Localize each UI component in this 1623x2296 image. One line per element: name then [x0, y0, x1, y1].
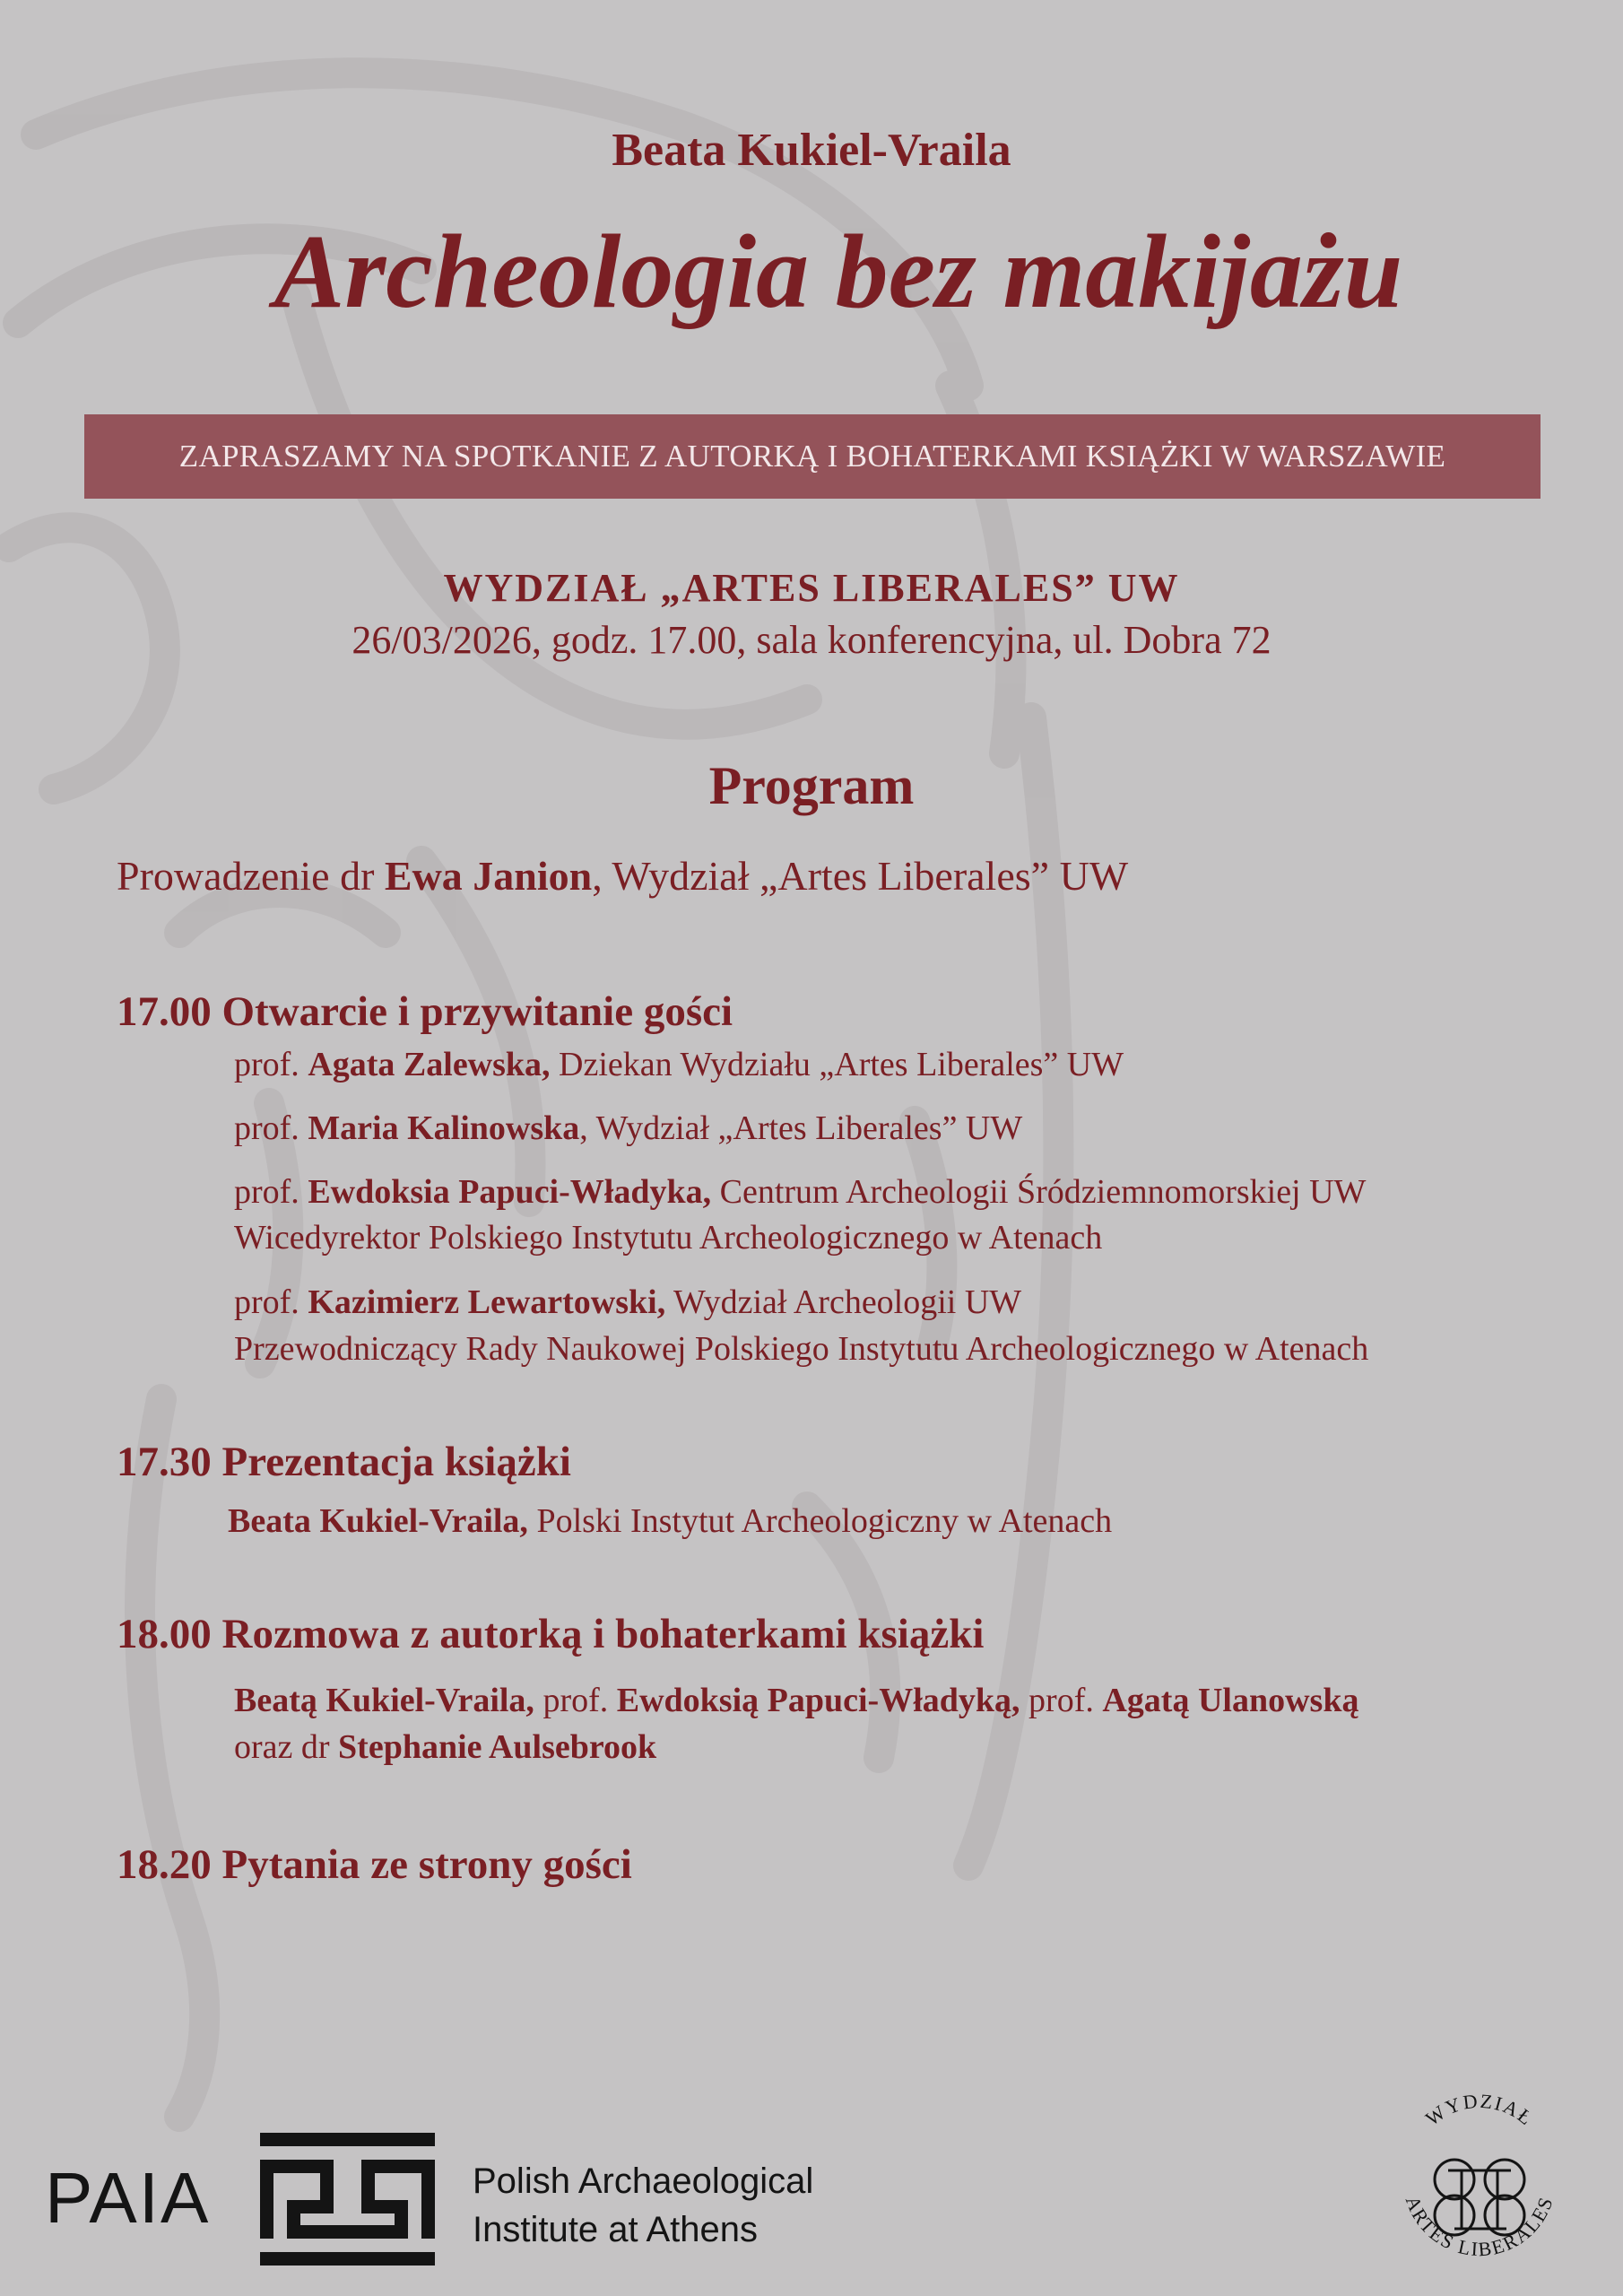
speaker-role-line: Wicedyrektor Polskiego Instytutu Archeologicznego w Atenach	[234, 1219, 1103, 1257]
speaker-line: prof. Maria Kalinowska, Wydział „Artes Liberales” UW	[234, 1109, 1023, 1147]
date-and-place: 26/03/2026, godz. 17.00, sala konferencyjna, ul. Dobra 72	[352, 618, 1271, 662]
greek-meander-logo-icon	[260, 2133, 435, 2266]
speaker-line: prof. Agata Zalewska, Dziekan Wydziału „Artes Liberales” UW	[234, 1046, 1124, 1083]
speaker-line: prof. Ewdoksia Papuci-Władyka, Centrum Archeologii Śródziemnomorskiej UW	[234, 1173, 1367, 1211]
section-conversation-title: 18.00 Rozmowa z autorką i bohaterkami książki	[117, 1611, 985, 1657]
moderator-name: Ewa Janion	[384, 853, 593, 899]
moderation-line: Prowadzenie dr Ewa Janion, Wydział „Artes Liberales” UW	[117, 853, 1129, 899]
institute-name: Polish Archaeological Institute at Athens	[473, 2161, 814, 2249]
artes-liberales-seal-logo	[1381, 2081, 1578, 2269]
section-presentation-title: 17.30 Prezentacja książki	[117, 1439, 571, 1485]
section-opening-title: 17.00 Otwarcie i przywitanie gości	[117, 988, 733, 1035]
speaker-line: prof. Kazimierz Lewartowski, Wydział Archeologii UW	[234, 1283, 1022, 1321]
speaker-role-line: Przewodniczący Rady Naukowej Polskiego Instytutu Archeologicznego w Atenach	[234, 1330, 1369, 1368]
paia-logo-text: PAIA	[45, 2158, 211, 2238]
venue-name: WYDZIAŁ „ARTES LIBERALES” UW	[443, 566, 1180, 610]
program-heading: Program	[708, 756, 915, 815]
speaker-line: Beata Kukiel-Vraila, Polski Instytut Archeologiczny w Atenach	[228, 1502, 1113, 1540]
section-questions-title: 18.20 Pytania ze strony gości	[117, 1841, 632, 1888]
banner-text: ZAPRASZAMY NA SPOTKANIE Z AUTORKĄ I BOHATERKAMI KSIĄŻKI W WARSZAWIE	[178, 439, 1446, 474]
participants-line: Beatą Kukiel-Vraila, prof. Ewdoksią Papuci-Władyką, prof. Agatą Ulanowską	[234, 1682, 1359, 1719]
seal-bottom-text: ARTES LIBERALES	[1401, 2192, 1558, 2261]
participants-line: oraz dr Stephanie Aulsebrook	[234, 1728, 657, 1766]
book-title: Archeologia bez makijażu	[273, 213, 1403, 330]
author-name: Beata Kukiel-Vraila	[612, 125, 1011, 176]
invitation-banner	[84, 414, 1541, 499]
seal-top-text: WYDZIAŁ	[1421, 2089, 1539, 2131]
